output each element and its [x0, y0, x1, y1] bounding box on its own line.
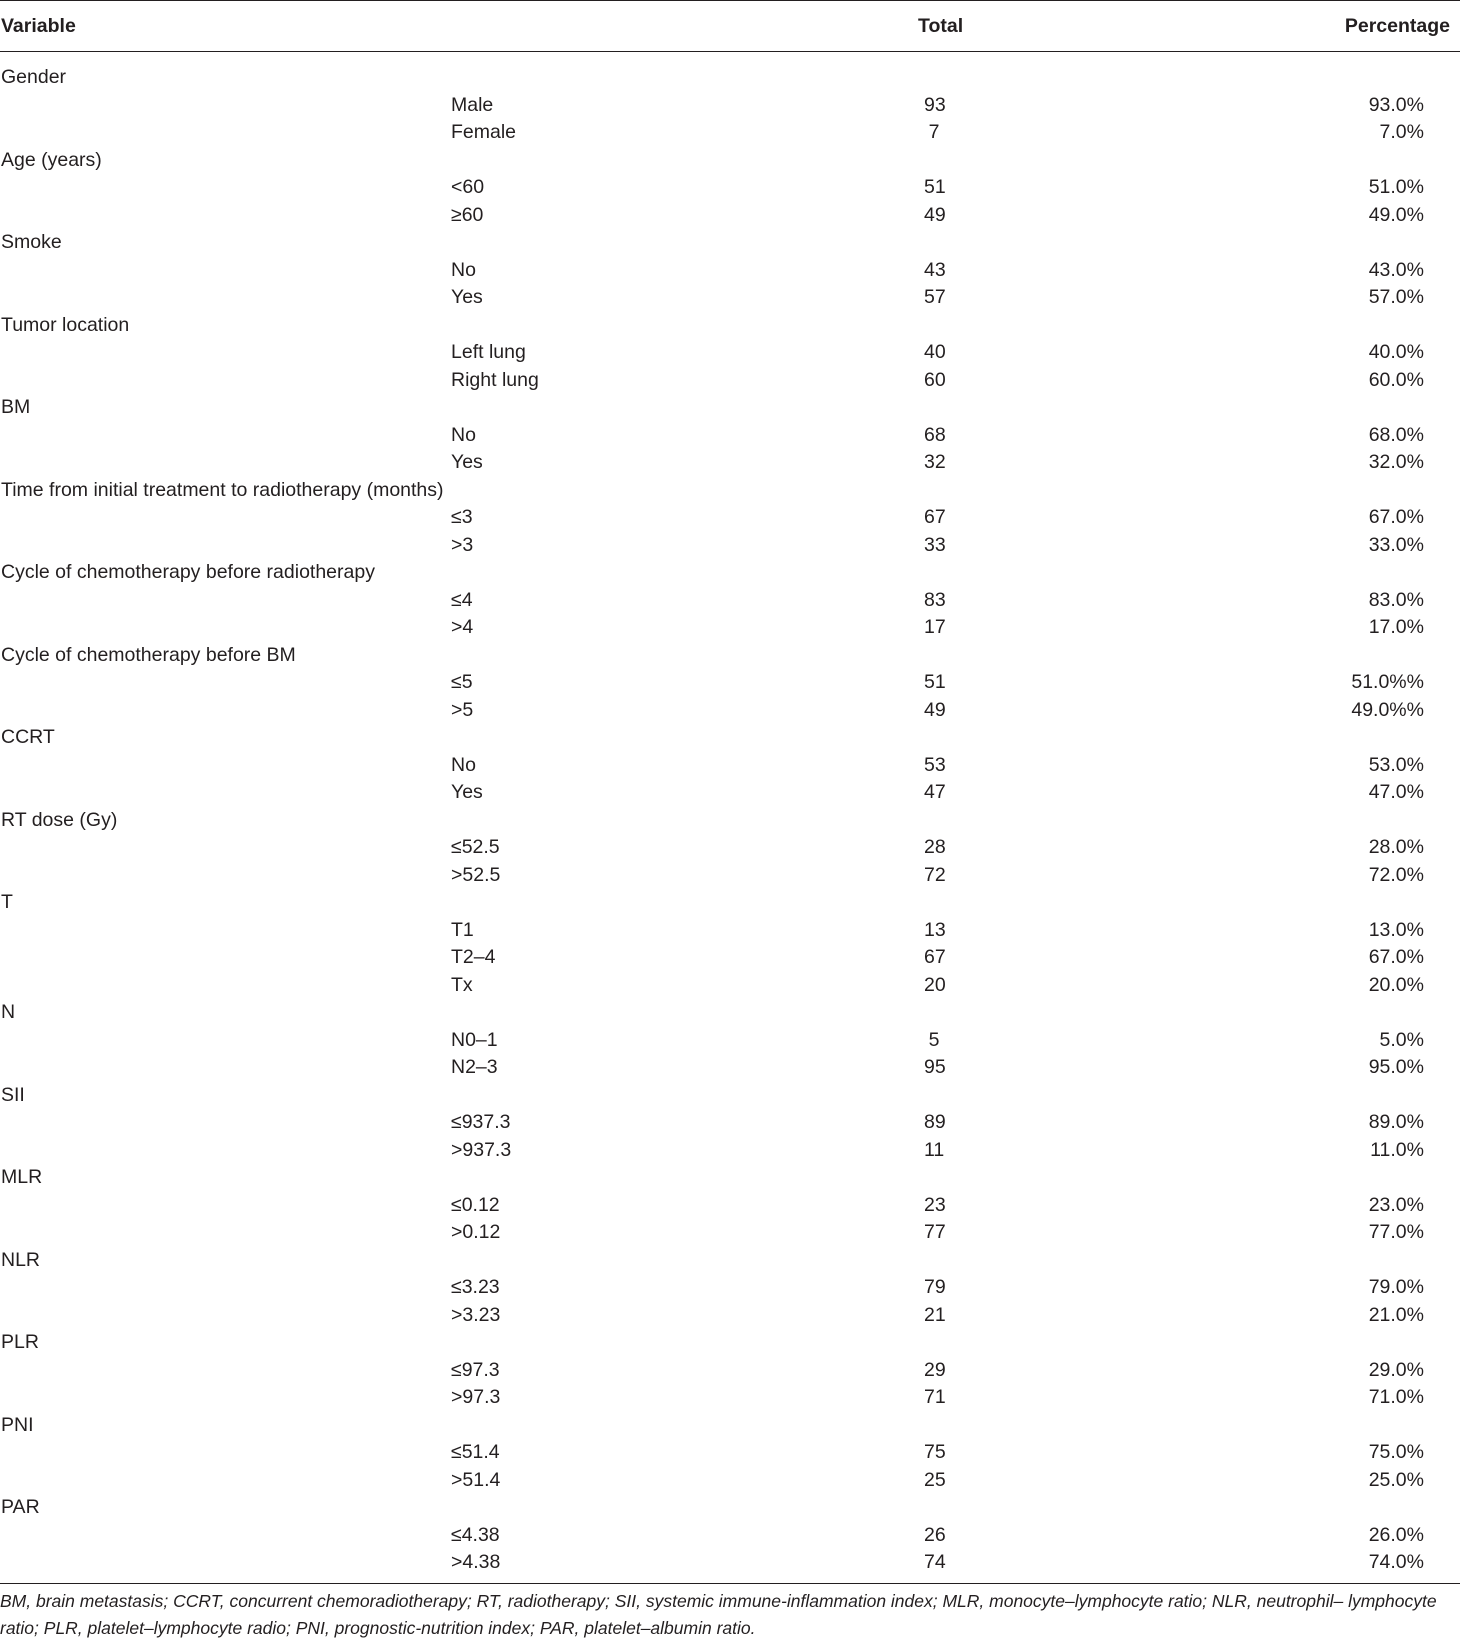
- row-category: Female: [451, 121, 517, 143]
- row-percentage: 51.0%: [1368, 176, 1424, 198]
- row-category: ≤5: [451, 671, 473, 693]
- row-percentage: 43.0%: [1368, 258, 1424, 281]
- row-percentage: 25.0%: [1368, 1468, 1424, 1491]
- row-total: 23: [924, 1193, 946, 1216]
- table-row: [0, 312, 1460, 340]
- row-total: 60: [924, 368, 946, 391]
- row-category: N2–3: [451, 1056, 498, 1078]
- table-row: [0, 504, 1460, 532]
- table-row: [0, 1329, 1460, 1357]
- table-row: [0, 64, 1460, 92]
- row-percentage: 95.0%: [1368, 1056, 1424, 1078]
- table-row: [0, 559, 1460, 587]
- table-row: [0, 449, 1460, 477]
- row-category: T2–4: [451, 946, 496, 968]
- table-row: [0, 1192, 1460, 1220]
- table-row: [0, 834, 1460, 862]
- row-category: No: [451, 258, 476, 281]
- row-percentage: 33.0%: [1368, 533, 1424, 556]
- row-percentage: 74.0%: [1368, 1551, 1424, 1573]
- table-row: [0, 477, 1460, 505]
- row-total: 49: [924, 203, 946, 226]
- row-percentage: 71.0%: [1368, 1386, 1424, 1408]
- table-row: [0, 944, 1460, 972]
- row-total: 79: [924, 1276, 946, 1298]
- row-total: 43: [924, 258, 946, 281]
- row-percentage: 5.0%: [1379, 1028, 1424, 1051]
- row-variable: T: [1, 891, 13, 913]
- row-category: T1: [451, 918, 474, 941]
- table-row: [0, 1302, 1460, 1330]
- table-row: [0, 394, 1460, 422]
- row-category: Right lung: [451, 368, 539, 391]
- row-percentage: 57.0%: [1368, 286, 1424, 308]
- table-row: [0, 92, 1460, 120]
- row-variable: Smoke: [1, 231, 62, 253]
- table-row: [0, 202, 1460, 230]
- row-total: 25: [924, 1468, 946, 1491]
- row-percentage: 83.0%: [1368, 588, 1424, 611]
- row-category: ≤937.3: [451, 1111, 511, 1133]
- row-category: ≤97.3: [451, 1358, 500, 1381]
- row-category: Left lung: [451, 341, 526, 363]
- header-rule: [0, 51, 1460, 52]
- row-total: 89: [924, 1111, 946, 1133]
- table-row: [0, 1439, 1460, 1467]
- table-row: [0, 1549, 1460, 1577]
- row-total: 21: [924, 1303, 946, 1326]
- table-row: [0, 669, 1460, 697]
- row-percentage: 47.0%: [1368, 781, 1424, 803]
- row-category: <60: [451, 176, 485, 198]
- row-total: 95: [924, 1056, 946, 1078]
- row-category: >52.5: [451, 863, 501, 886]
- table-row: [0, 724, 1460, 752]
- row-variable: CCRT: [1, 726, 55, 748]
- row-category: N0–1: [451, 1028, 498, 1051]
- table-row: [0, 1027, 1460, 1055]
- table-row: [0, 697, 1460, 725]
- row-variable: Cycle of chemotherapy before radiotherapy: [1, 561, 375, 583]
- table-row: [0, 147, 1460, 175]
- row-variable: N: [1, 1001, 16, 1023]
- row-category: ≥60: [451, 203, 484, 226]
- row-percentage: 75.0%: [1368, 1441, 1424, 1463]
- row-variable: MLR: [1, 1166, 43, 1188]
- table-row: [0, 587, 1460, 615]
- row-category: Yes: [451, 286, 483, 308]
- row-category: Tx: [451, 973, 473, 996]
- row-percentage: 77.0%: [1368, 1221, 1424, 1243]
- table-body: [0, 64, 1460, 1577]
- row-total: 51: [924, 176, 946, 198]
- row-category: ≤4.38: [451, 1523, 500, 1546]
- table-row: [0, 999, 1460, 1027]
- table-row: [0, 889, 1460, 917]
- table-row: [0, 1522, 1460, 1550]
- row-category: >4.38: [451, 1551, 501, 1573]
- row-percentage: 32.0%: [1368, 451, 1424, 473]
- row-category: >5: [451, 698, 474, 721]
- row-category: ≤51.4: [451, 1441, 500, 1463]
- row-total: 57: [924, 286, 946, 308]
- row-total: 72: [924, 863, 946, 886]
- row-percentage: 51.0%%: [1351, 671, 1424, 693]
- table-row: [0, 1274, 1460, 1302]
- row-total: 5: [928, 1028, 940, 1051]
- table-row: [0, 917, 1460, 945]
- row-variable: Gender: [1, 66, 67, 88]
- table-row: [0, 807, 1460, 835]
- table-row: [0, 174, 1460, 202]
- row-percentage: 26.0%: [1368, 1523, 1424, 1546]
- row-category: No: [451, 423, 476, 446]
- header-percentage: Percentage: [1344, 15, 1450, 37]
- bottom-rule: [0, 1583, 1460, 1584]
- row-category: >51.4: [451, 1468, 501, 1491]
- table-row: [0, 862, 1460, 890]
- row-total: 7: [928, 121, 940, 143]
- row-category: >937.3: [451, 1138, 512, 1161]
- row-percentage: 89.0%: [1368, 1111, 1424, 1133]
- row-total: 51: [924, 671, 946, 693]
- row-total: 68: [924, 423, 946, 446]
- row-percentage: 93.0%: [1368, 93, 1424, 116]
- row-percentage: 79.0%: [1368, 1276, 1424, 1298]
- row-total: 29: [924, 1358, 946, 1381]
- row-total: 83: [924, 588, 946, 611]
- row-total: 67: [924, 946, 946, 968]
- table-row: [0, 229, 1460, 257]
- row-variable: SII: [1, 1083, 25, 1106]
- table-row: [0, 642, 1460, 670]
- row-category: ≤3: [451, 506, 473, 528]
- row-percentage: 49.0%: [1368, 203, 1424, 226]
- table-row: [0, 1082, 1460, 1110]
- row-category: >3.23: [451, 1303, 501, 1326]
- row-percentage: 40.0%: [1368, 341, 1424, 363]
- row-total: 20: [924, 973, 946, 996]
- table-row: [0, 779, 1460, 807]
- row-total: 75: [924, 1441, 946, 1463]
- row-percentage: 7.0%: [1379, 121, 1424, 143]
- table-row: [0, 1164, 1460, 1192]
- row-total: 11: [924, 1138, 945, 1161]
- row-percentage: 17.0%: [1368, 616, 1424, 638]
- row-percentage: 13.0%: [1368, 918, 1424, 941]
- row-variable: RT dose (Gy): [1, 808, 118, 831]
- row-variable: PLR: [1, 1331, 39, 1353]
- row-total: 32: [924, 451, 946, 473]
- row-total: 33: [924, 533, 946, 556]
- table-row: [0, 972, 1460, 1000]
- row-category: Yes: [451, 451, 483, 473]
- row-variable: Time from initial treatment to radiotherapy (months): [1, 478, 444, 501]
- row-percentage: 28.0%: [1368, 836, 1424, 858]
- row-total: 28: [924, 836, 946, 858]
- row-category: >97.3: [451, 1386, 501, 1408]
- table-row: [0, 532, 1460, 560]
- table-row: [0, 284, 1460, 312]
- row-category: >4: [451, 616, 474, 638]
- row-category: >3: [451, 533, 474, 556]
- table-row: [0, 1494, 1460, 1522]
- row-category: ≤3.23: [451, 1276, 500, 1298]
- table-row: [0, 422, 1460, 450]
- row-total: 53: [924, 753, 946, 776]
- row-total: 67: [924, 506, 946, 528]
- row-total: 13: [924, 918, 946, 941]
- table-footnote: BM, brain metastasis; CCRT, concurrent chemoradiotherapy; RT, radiotherapy; SII, systemic immune-inflammation index; MLR, monocyte–lymphocyte ratio; NLR, neutrophil– lymphocyte ratio; PLR, platelet–lymphocyte radio; PNI, prognostic-nutrition index; PAR, platelet–albumin ratio.: [0, 1591, 1437, 1638]
- table-row: [0, 1357, 1460, 1385]
- row-category: ≤52.5: [451, 836, 500, 858]
- row-variable: BM: [1, 396, 31, 418]
- row-variable: NLR: [1, 1248, 41, 1271]
- row-category: ≤4: [451, 588, 473, 611]
- table-row: [0, 367, 1460, 395]
- table-row: [0, 1109, 1460, 1137]
- table-row: [0, 1384, 1460, 1412]
- row-total: 47: [924, 781, 946, 803]
- row-percentage: 21.0%: [1368, 1303, 1424, 1326]
- row-total: 26: [924, 1523, 946, 1546]
- table-row: [0, 614, 1460, 642]
- table-header: [0, 1, 1460, 51]
- row-variable: PNI: [1, 1413, 34, 1436]
- row-total: 40: [924, 341, 946, 363]
- row-variable: Tumor location: [1, 313, 130, 336]
- row-category: Male: [451, 93, 494, 116]
- table-row: [0, 1467, 1460, 1495]
- row-category: Yes: [451, 781, 483, 803]
- row-category: >0.12: [451, 1221, 501, 1243]
- row-category: No: [451, 753, 476, 776]
- row-total: 17: [924, 616, 946, 638]
- table-row: [0, 1219, 1460, 1247]
- row-percentage: 72.0%: [1368, 863, 1424, 886]
- row-percentage: 20.0%: [1368, 973, 1424, 996]
- row-percentage: 53.0%: [1368, 753, 1424, 776]
- row-percentage: 23.0%: [1368, 1193, 1424, 1216]
- table-row: [0, 752, 1460, 780]
- header-total: Total: [918, 15, 964, 37]
- table-row: [0, 339, 1460, 367]
- row-percentage: 11.0%: [1370, 1138, 1424, 1161]
- row-category: ≤0.12: [451, 1193, 500, 1216]
- row-total: 93: [924, 93, 946, 116]
- table-row: [0, 119, 1460, 147]
- row-total: 71: [924, 1386, 946, 1408]
- row-percentage: 67.0%: [1368, 946, 1424, 968]
- row-total: 74: [924, 1551, 946, 1573]
- row-percentage: 60.0%: [1368, 368, 1424, 391]
- row-percentage: 49.0%%: [1351, 698, 1424, 721]
- table-row: [0, 1137, 1460, 1165]
- header-variable: Variable: [1, 15, 76, 37]
- row-variable: PAR: [1, 1496, 40, 1518]
- table-row: [0, 1054, 1460, 1082]
- table-row: [0, 1412, 1460, 1440]
- table-row: [0, 1247, 1460, 1275]
- row-percentage: 67.0%: [1368, 506, 1424, 528]
- row-variable: Cycle of chemotherapy before BM: [1, 643, 296, 666]
- row-variable: Age (years): [1, 148, 102, 171]
- row-percentage: 29.0%: [1368, 1358, 1424, 1381]
- row-total: 49: [924, 698, 946, 721]
- table-row: [0, 257, 1460, 285]
- row-percentage: 68.0%: [1368, 423, 1424, 446]
- row-total: 77: [924, 1221, 946, 1243]
